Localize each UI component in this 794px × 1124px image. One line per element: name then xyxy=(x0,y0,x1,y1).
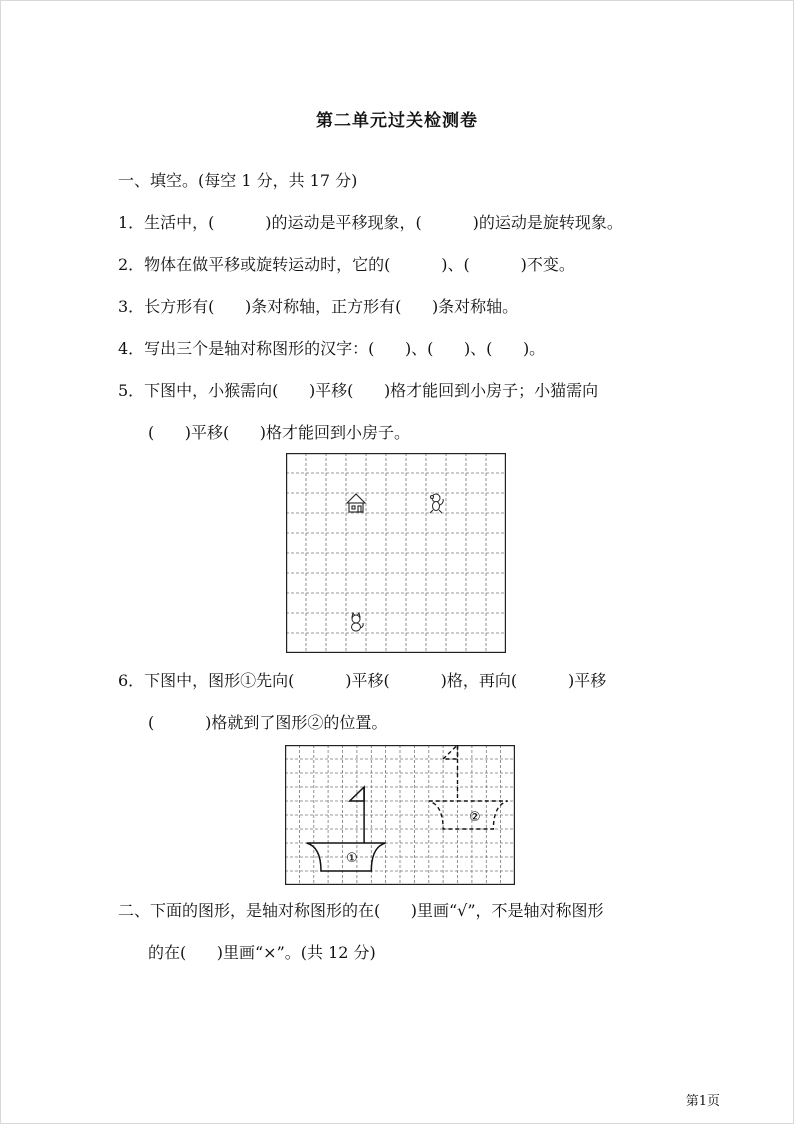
question-6-line2: ( )格就到了图形②的位置。 xyxy=(148,713,388,732)
section2-line2: 的在( )里画“×”。(共 12 分) xyxy=(148,943,376,962)
question-1: 1．生活中，( )的运动是平移现象，( )的运动是旋转现象。 xyxy=(118,213,623,232)
shape-2-label: ② xyxy=(469,810,481,825)
grid-figure-q6 xyxy=(285,745,515,885)
page-title: 第二单元过关检测卷 xyxy=(316,111,478,131)
question-3: 3．长方形有( )条对称轴，正方形有( )条对称轴。 xyxy=(118,297,519,316)
page-number: 第1页 xyxy=(685,1094,720,1109)
monkey-icon xyxy=(430,494,443,513)
question-6-line1: 6．下图中，图形①先向( )平移( )格，再向( )平移 xyxy=(118,671,607,690)
section2-line1: 二、下面的图形，是轴对称图形的在( )里画“√”，不是轴对称图形 xyxy=(118,901,604,920)
section1-header: 一、填空。(每空 1 分，共 17 分) xyxy=(118,171,358,190)
grid-figure-q5 xyxy=(286,453,506,653)
question-5-line1: 5．下图中，小猴需向( )平移( )格才能回到小房子；小猫需向 xyxy=(118,381,599,400)
house-icon xyxy=(347,494,365,512)
shape-1-label: ① xyxy=(346,851,358,866)
question-5-line2: ( )平移( )格才能回到小房子。 xyxy=(148,423,411,442)
question-4: 4．写出三个是轴对称图形的汉字：( )、( )、( )。 xyxy=(118,339,546,358)
cat-icon xyxy=(352,613,364,631)
question-2: 2．物体在做平移或旋转运动时，它的( )、( )不变。 xyxy=(118,255,575,274)
